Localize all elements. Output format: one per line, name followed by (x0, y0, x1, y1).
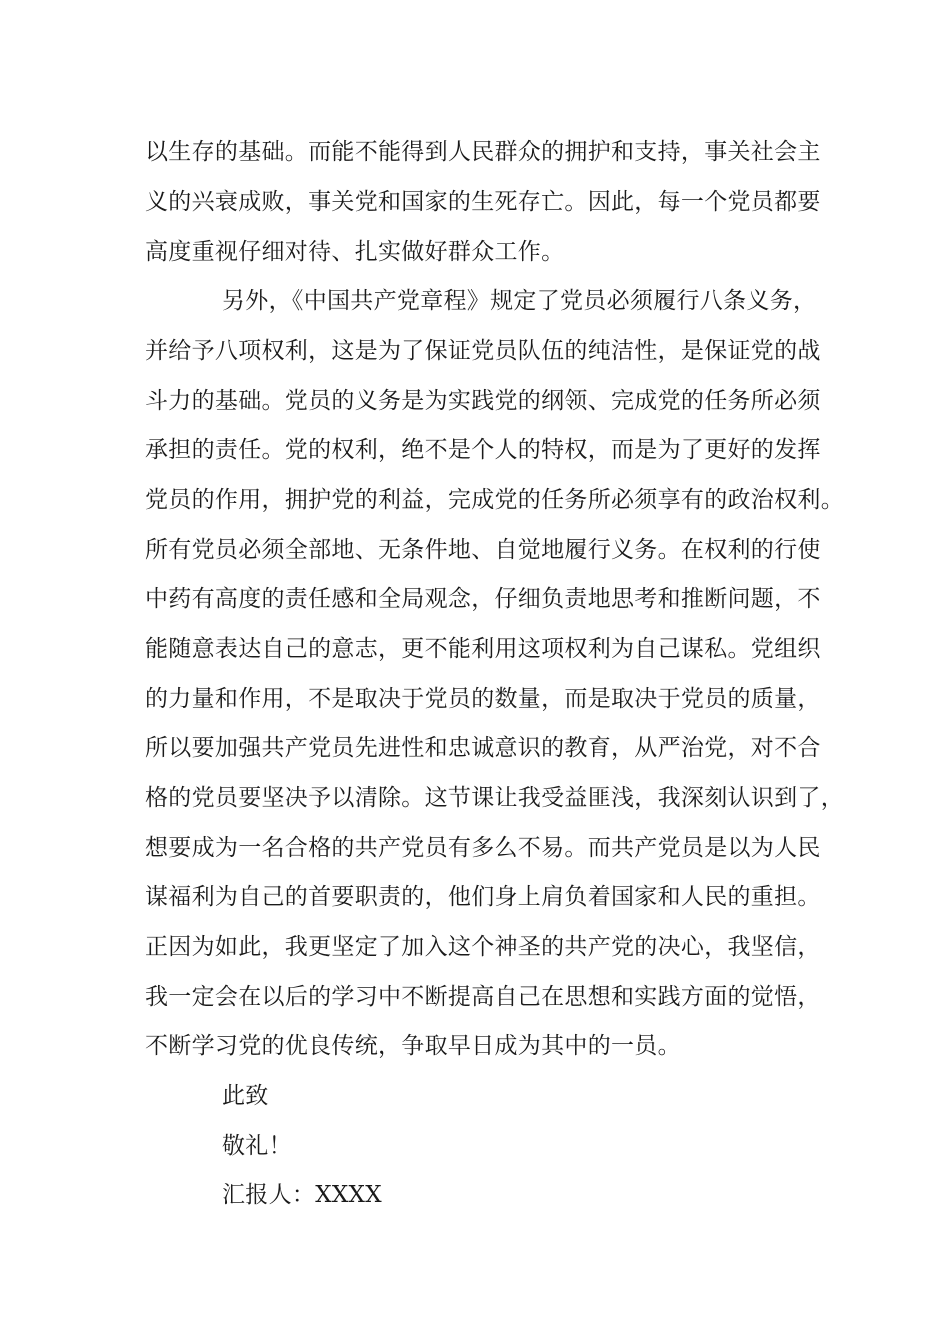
paragraph-2-line: 党员的作用，拥护党的利益，完成党的任务所必须享有的政治权利。 (145, 487, 844, 513)
paragraph-2-line: 承担的责任。党的权利，绝不是个人的特权，而是为了更好的发挥 (145, 437, 821, 463)
paragraph-2-line: 谋福利为自己的首要职责的，他们身上肩负着国家和人民的重担。 (145, 884, 821, 910)
paragraph-2-line: 所有党员必须全部地、无条件地、自觉地履行义务。在权利的行使 (145, 537, 821, 563)
paragraph-2-first-line: 另外，《中国共产党章程》规定了党员必须履行八条义务， (222, 288, 817, 314)
closing-salutation: 此致 (222, 1083, 269, 1109)
paragraph-2-line: 格的党员要坚决予以清除。这节课让我受益匪浅，我深刻认识到了， (145, 785, 844, 811)
paragraph-2-line: 的力量和作用，不是取决于党员的数量，而是取决于党员的质量， (145, 686, 821, 712)
paragraph-2-line: 想要成为一名合格的共产党员有多么不易。而共产党员是以为人民 (145, 835, 821, 861)
paragraph-1-line: 义的兴衰成败，事关党和国家的生死存亡。因此，每一个党员都要 (145, 189, 821, 215)
paragraph-2-line: 斗力的基础。党员的义务是为实践党的纲领、完成党的任务所必须 (145, 388, 821, 414)
paragraph-2-line: 能随意表达自己的意志，更不能利用这项权利为自己谋私。党组织 (145, 636, 821, 662)
paragraph-2-line: 中药有高度的责任感和全局观念，仔细负责地思考和推断问题，不 (145, 586, 821, 612)
paragraph-1-line: 高度重视仔细对待、扎实做好群众工作。 (145, 239, 565, 265)
signature-line: 汇报人：XXXX (222, 1182, 382, 1208)
paragraph-2-line: 所以要加强共产党员先进性和忠诚意识的教育，从严治党，对不合 (145, 735, 821, 761)
paragraph-2-line: 正因为如此，我更坚定了加入这个神圣的共产党的决心，我坚信， (145, 934, 821, 960)
paragraph-2-line: 不断学习党的优良传统，争取早日成为其中的一员。 (145, 1033, 681, 1059)
closing-regards: 敬礼！ (222, 1133, 292, 1159)
paragraph-1-line: 以生存的基础。而能不能得到人民群众的拥护和支持，事关社会主 (145, 139, 821, 165)
paragraph-2-line: 并给予八项权利，这是为了保证党员队伍的纯洁性，是保证党的战 (145, 338, 821, 364)
paragraph-2-line: 我一定会在以后的学习中不断提高自己在思想和实践方面的觉悟， (145, 984, 821, 1010)
